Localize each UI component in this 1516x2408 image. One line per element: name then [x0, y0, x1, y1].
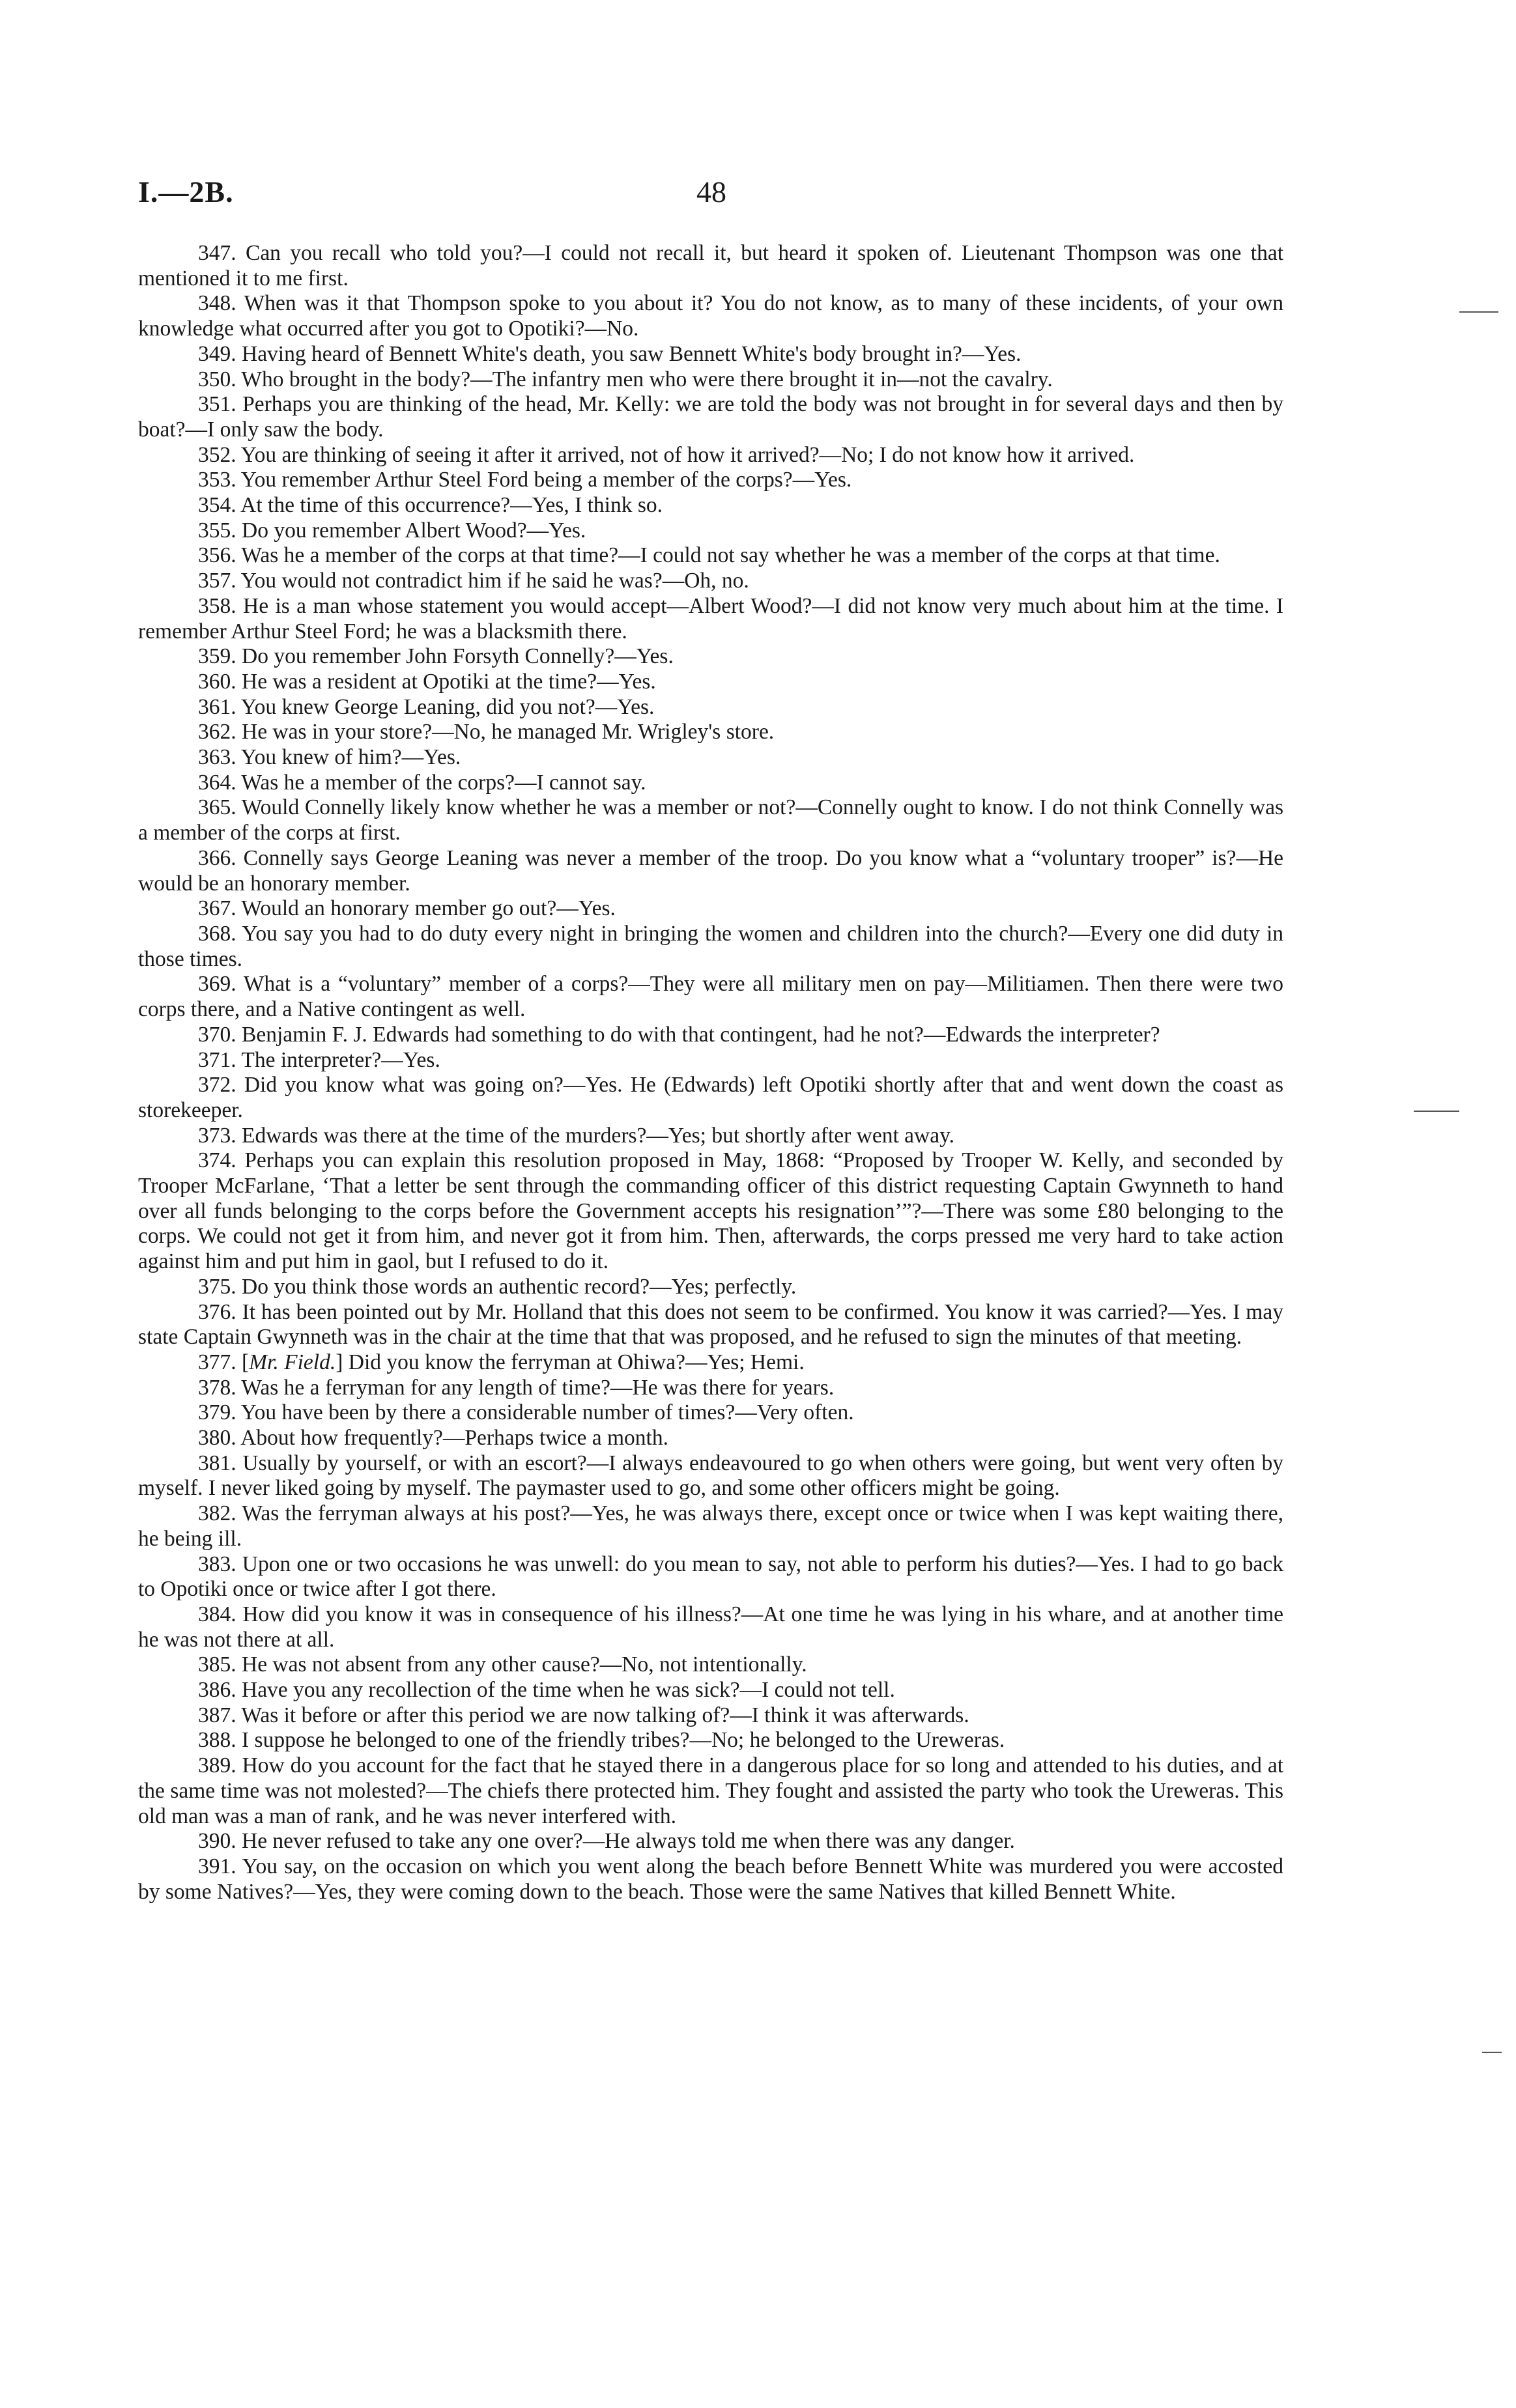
testimony-paragraph: 348. When was it that Thompson spoke to you about it? You do not know, as to many of these incidents, of your own knowledge what occurred after you got to Opotiki?—No. [138, 291, 1283, 341]
testimony-paragraph: 371. The interpreter?—Yes. [198, 1047, 440, 1072]
testimony-paragraph: 351. Perhaps you are thinking of the head, Mr. Kelly: we are told the body was not brought in for several days and then by boat?—I only saw the body. [138, 392, 1283, 442]
testimony-paragraph: 377. [Mr. Field.] Did you know the ferryman at Ohiwa?—Yes; Hemi. [198, 1350, 805, 1374]
testimony-paragraph: 388. I suppose he belonged to one of the friendly tribes?—No; he belonged to the Ureweras. [198, 1728, 1005, 1753]
margin-mark [1482, 2052, 1502, 2053]
testimony-paragraph: 357. You would not contradict him if he said he was?—Oh, no. [198, 569, 749, 593]
testimony-paragraph: 386. Have you any recollection of the time when he was sick?—I could not tell. [198, 1678, 895, 1703]
testimony-paragraph: 359. Do you remember John Forsyth Connelly?—Yes. [198, 644, 674, 669]
testimony-paragraph: 370. Benjamin F. J. Edwards had something to do with that contingent, had he not?—Edwards the interpreter? [198, 1022, 1160, 1047]
page-number: 48 [696, 175, 726, 208]
testimony-paragraph: 379. You have been by there a considerable number of times?—Very often. [198, 1400, 854, 1425]
testimony-paragraph: 360. He was a resident at Opotiki at the time?—Yes. [198, 669, 656, 694]
testimony-paragraph: 358. He is a man whose statement you would accept—Albert Wood?—I did not know very much about him at the time. I remember Arthur Steel Ford; he was a blacksmith there. [138, 593, 1283, 644]
testimony-paragraph: 368. You say you had to do duty every night in bringing the women and children into the church?—Every one did duty in those times. [138, 921, 1283, 971]
testimony-paragraph: 353. You remember Arthur Steel Ford being a member of the corps?—Yes. [198, 468, 852, 492]
testimony-paragraph: 382. Was the ferryman always at his post?—Yes, he was always there, except once or twice when I was kept waiting there, he being ill. [138, 1501, 1283, 1551]
paper-reference: I.—2B. [138, 175, 234, 208]
testimony-paragraph: 390. He never refused to take any one over?—He always told me when there was any danger. [198, 1829, 1015, 1854]
testimony-paragraph: 363. You knew of him?—Yes. [198, 745, 461, 770]
testimony-body [138, 241, 1283, 1905]
testimony-paragraph: 385. He was not absent from any other cause?—No, not intentionally. [198, 1652, 807, 1677]
testimony-paragraph: 364. Was he a member of the corps?—I cannot say. [198, 770, 646, 795]
testimony-paragraph: 361. You knew George Leaning, did you not?—Yes. [198, 694, 655, 719]
page-header [138, 175, 1285, 227]
testimony-paragraph: 375. Do you think those words an authentic record?—Yes; perfectly. [198, 1274, 797, 1299]
testimony-paragraph: 352. You are thinking of seeing it after it arrived, not of how it arrived?—No; I do not know how it arrived. [198, 442, 1135, 467]
testimony-paragraph: 384. How did you know it was in consequence of his illness?—At one time he was lying in his whare, and at another time he was not there at all. [138, 1602, 1283, 1652]
testimony-paragraph: 354. At the time of this occurrence?—Yes, I think so. [198, 493, 663, 518]
speaker-label: Mr. Field. [249, 1350, 336, 1374]
testimony-paragraph: 365. Would Connelly likely know whether he was a member or not?—Connelly ought to know. I do not think Connelly was a member of the corps at first. [138, 795, 1283, 845]
testimony-paragraph: 369. What is a “voluntary” member of a corps?—They were all military men on pay—Militiamen. Then there were two corps there, and a Native contingent as well. [138, 972, 1283, 1022]
testimony-paragraph: 356. Was he a member of the corps at that time?—I could not say whether he was a member of the corps at that time. [198, 543, 1220, 568]
testimony-paragraph: 366. Connelly says George Leaning was never a member of the troop. Do you know what a “voluntary trooper” is?—He would be an honorary member. [138, 845, 1283, 896]
testimony-paragraph: 376. It has been pointed out by Mr. Holland that this does not seem to be confirmed. You know it was carried?—Yes. I may state Captain Gwynneth was in the chair at the time that that was proposed, and he refused to sign the minutes of that meeting. [138, 1299, 1283, 1350]
testimony-paragraph: 389. How do you account for the fact that he stayed there in a dangerous place for so long and attended to his duties, and at the same time was not molested?—The chiefs there protected him. They fought and assisted the party who took the Ureweras. This old man was a man of rank, and he was never interfered with. [138, 1753, 1283, 1828]
margin-mark [1414, 1111, 1459, 1112]
testimony-paragraph: 378. Was he a ferryman for any length of time?—He was there for years. [198, 1375, 835, 1400]
testimony-paragraph: 349. Having heard of Bennett White's death, you saw Bennett White's body brought in?—Yes. [198, 341, 1022, 366]
testimony-paragraph: 374. Perhaps you can explain this resolution proposed in May, 1868: “Proposed by Trooper W. Kelly, and seconded by Trooper McFarlane, ‘That a letter be sent through the commanding officer of this district requesting Captain Gwynneth to hand over all funds belonging to the corps before the Government accepts his resignation’”?—There was some £80 belonging to the corps. We could not get it from him, and never got it from him. Then, afterwards, the corps pressed me very hard to take action against him and put him in gaol, but I refused to do it. [138, 1148, 1283, 1274]
testimony-paragraph: 355. Do you remember Albert Wood?—Yes. [198, 518, 586, 543]
testimony-paragraph: 373. Edwards was there at the time of the murders?—Yes; but shortly after went away. [198, 1123, 955, 1148]
testimony-paragraph: 367. Would an honorary member go out?—Yes. [198, 896, 616, 921]
testimony-paragraph: 381. Usually by yourself, or with an escort?—I always endeavoured to go when others were going, but went very often by myself. I never liked going by myself. The paymaster used to go, and some other officers might be going. [138, 1451, 1283, 1501]
testimony-paragraph: 372. Did you know what was going on?—Yes. He (Edwards) left Opotiki shortly after that and went down the coast as storekeeper. [138, 1073, 1283, 1122]
testimony-paragraph: 387. Was it before or after this period we are now talking of?—I think it was afterwards. [198, 1703, 969, 1727]
testimony-paragraph: 347. Can you recall who told you?—I could not recall it, but heard it spoken of. Lieutenant Thompson was one that mentioned it to me first. [138, 241, 1283, 290]
testimony-paragraph: 380. About how frequently?—Perhaps twice a month. [198, 1426, 668, 1451]
margin-mark [1459, 311, 1498, 313]
testimony-paragraph: 383. Upon one or two occasions he was unwell: do you mean to say, not able to perform his duties?—Yes. I had to go back to Opotiki once or twice after I got there. [138, 1551, 1283, 1602]
testimony-paragraph: 362. He was in your store?—No, he managed Mr. Wrigley's store. [198, 720, 775, 744]
testimony-paragraph: 350. Who brought in the body?—The infantry men who were there brought it in—not the cavalry. [198, 367, 1053, 391]
testimony-paragraph: 391. You say, on the occasion on which you went along the beach before Bennett White was murdered you were accosted by some Natives?—Yes, they were coming down to the beach. Those were the same Natives that killed Bennett White. [138, 1854, 1283, 1904]
